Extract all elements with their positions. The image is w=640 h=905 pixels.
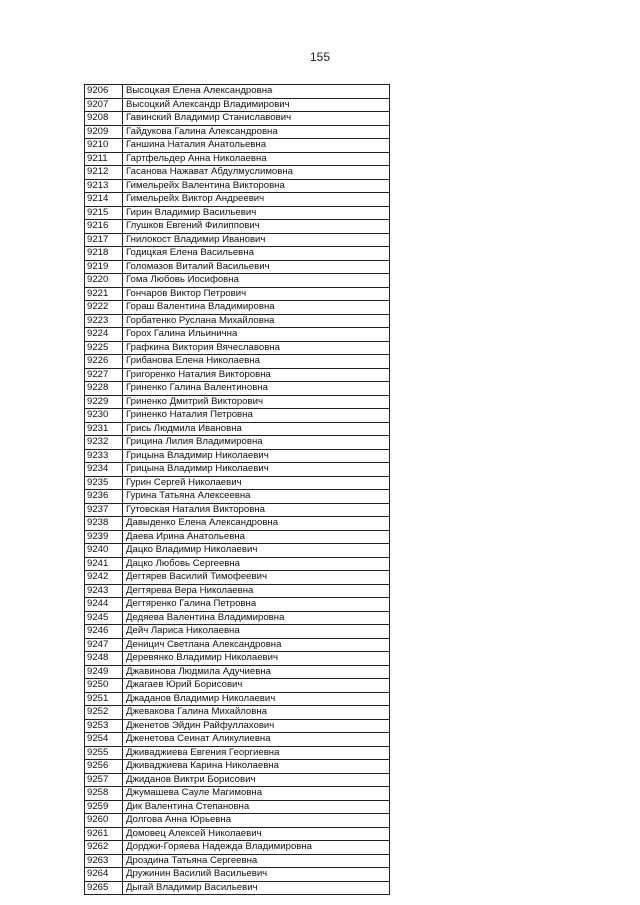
table-row <box>85 409 390 423</box>
record-number: 9208 <box>85 112 123 126</box>
record-number: 9259 <box>85 800 123 814</box>
record-number: 9221 <box>85 287 123 301</box>
table-row <box>85 301 390 315</box>
table-row <box>85 233 390 247</box>
record-name: Гавинский Владимир Станиславович <box>123 112 390 126</box>
record-name: Глушков Евгений Филиппович <box>123 220 390 234</box>
record-number: 9238 <box>85 517 123 531</box>
record-number: 9245 <box>85 611 123 625</box>
table-row <box>85 787 390 801</box>
table-row <box>85 220 390 234</box>
record-number: 9233 <box>85 449 123 463</box>
record-number: 9254 <box>85 733 123 747</box>
record-number: 9265 <box>85 881 123 895</box>
record-name: Дженетова Сеинат Аликулиевна <box>123 733 390 747</box>
record-number: 9262 <box>85 841 123 855</box>
table-row <box>85 112 390 126</box>
record-name: Гораш Валентина Владимировна <box>123 301 390 315</box>
record-name: Гайдукова Галина Александровна <box>123 125 390 139</box>
record-number: 9264 <box>85 868 123 882</box>
record-name: Дорджи-Горяева Надежда Владимировна <box>123 841 390 855</box>
record-number: 9249 <box>85 665 123 679</box>
table-row <box>85 760 390 774</box>
record-name: Дегтярев Василий Тимофеевич <box>123 571 390 585</box>
record-name: Дацко Любовь Сергеевна <box>123 557 390 571</box>
table-row <box>85 571 390 585</box>
table-row <box>85 584 390 598</box>
record-name: Гартфельдер Анна Николаевна <box>123 152 390 166</box>
table-row <box>85 638 390 652</box>
record-name: Домовец Алексей Николаевич <box>123 827 390 841</box>
table-row <box>85 395 390 409</box>
table-row <box>85 166 390 180</box>
record-name: Гриненко Галина Валентиновна <box>123 382 390 396</box>
record-number: 9251 <box>85 692 123 706</box>
record-name: Грибанова Елена Николаевна <box>123 355 390 369</box>
record-name: Деницич Светлана Александровна <box>123 638 390 652</box>
record-name: Высоцкий Александр Владимирович <box>123 98 390 112</box>
record-name: Гирин Владимир Васильевич <box>123 206 390 220</box>
table-row <box>85 611 390 625</box>
record-name: Гнилокост Владимир Иванович <box>123 233 390 247</box>
table-row <box>85 544 390 558</box>
record-number: 9213 <box>85 179 123 193</box>
record-number: 9224 <box>85 328 123 342</box>
table-row <box>85 665 390 679</box>
table-row <box>85 179 390 193</box>
table-row <box>85 463 390 477</box>
record-name: Грицына Владимир Николаевич <box>123 463 390 477</box>
table-row <box>85 652 390 666</box>
table-row <box>85 152 390 166</box>
record-name: Дегтяренко Галина Петровна <box>123 598 390 612</box>
record-name: Гимельрейх Валентина Викторовна <box>123 179 390 193</box>
record-name: Горох Галина Ильинична <box>123 328 390 342</box>
record-name: Дик Валентина Степановна <box>123 800 390 814</box>
record-number: 9222 <box>85 301 123 315</box>
table-row <box>85 868 390 882</box>
record-name: Гимельрейх Виктор Андреевич <box>123 193 390 207</box>
record-name: Грицина Лилия Владимировна <box>123 436 390 450</box>
record-number: 9227 <box>85 368 123 382</box>
record-number: 9260 <box>85 814 123 828</box>
table-row <box>85 733 390 747</box>
record-number: 9215 <box>85 206 123 220</box>
record-name: Джумашева Сауле Магимовна <box>123 787 390 801</box>
record-number: 9247 <box>85 638 123 652</box>
record-name: Дыгай Владимир Васильевич <box>123 881 390 895</box>
record-name: Дживаджиева Евгения Георгиевна <box>123 746 390 760</box>
record-number: 9207 <box>85 98 123 112</box>
record-name: Горбатенко Руслана Михайловна <box>123 314 390 328</box>
table-row <box>85 517 390 531</box>
table-row <box>85 247 390 261</box>
table-row <box>85 436 390 450</box>
record-name: Долгова Анна Юрьевна <box>123 814 390 828</box>
record-number: 9218 <box>85 247 123 261</box>
record-number: 9220 <box>85 274 123 288</box>
table-row <box>85 139 390 153</box>
table-row <box>85 854 390 868</box>
table-row <box>85 841 390 855</box>
record-number: 9263 <box>85 854 123 868</box>
record-number: 9261 <box>85 827 123 841</box>
record-number: 9252 <box>85 706 123 720</box>
table-row <box>85 530 390 544</box>
record-number: 9226 <box>85 355 123 369</box>
records-table <box>84 84 390 895</box>
record-number: 9225 <box>85 341 123 355</box>
record-number: 9211 <box>85 152 123 166</box>
table-row <box>85 314 390 328</box>
record-number: 9243 <box>85 584 123 598</box>
record-number: 9244 <box>85 598 123 612</box>
table-row <box>85 355 390 369</box>
record-number: 9250 <box>85 679 123 693</box>
record-number: 9235 <box>85 476 123 490</box>
record-name: Годицкая Елена Васильевна <box>123 247 390 261</box>
table-row <box>85 125 390 139</box>
table-row <box>85 341 390 355</box>
table-row <box>85 449 390 463</box>
record-number: 9257 <box>85 773 123 787</box>
table-row <box>85 814 390 828</box>
record-number: 9256 <box>85 760 123 774</box>
table-row <box>85 773 390 787</box>
record-name: Гома Любовь Иосифовна <box>123 274 390 288</box>
record-name: Джевакова Галина Михайловна <box>123 706 390 720</box>
record-name: Джиданов Виктри Борисович <box>123 773 390 787</box>
record-number: 9236 <box>85 490 123 504</box>
record-number: 9253 <box>85 719 123 733</box>
record-name: Ганшина Наталия Анатольевна <box>123 139 390 153</box>
record-name: Джагаев Юрий Борисович <box>123 679 390 693</box>
record-name: Гриненко Наталия Петровна <box>123 409 390 423</box>
table-row <box>85 679 390 693</box>
table-row <box>85 422 390 436</box>
table-row <box>85 368 390 382</box>
record-name: Дружинин Василий Васильевич <box>123 868 390 882</box>
record-number: 9231 <box>85 422 123 436</box>
table-row <box>85 706 390 720</box>
table-row <box>85 503 390 517</box>
record-name: Дживаджиева Карина Николаевна <box>123 760 390 774</box>
record-number: 9258 <box>85 787 123 801</box>
record-number: 9217 <box>85 233 123 247</box>
record-name: Гурин Сергей Николаевич <box>123 476 390 490</box>
record-number: 9209 <box>85 125 123 139</box>
table-row <box>85 287 390 301</box>
record-name: Гончаров Виктор Петрович <box>123 287 390 301</box>
record-number: 9239 <box>85 530 123 544</box>
table-row <box>85 692 390 706</box>
table-row <box>85 476 390 490</box>
table-row <box>85 719 390 733</box>
record-number: 9219 <box>85 260 123 274</box>
table-row <box>85 881 390 895</box>
table-row <box>85 328 390 342</box>
record-number: 9248 <box>85 652 123 666</box>
records-body <box>85 85 390 895</box>
record-number: 9246 <box>85 625 123 639</box>
table-row <box>85 85 390 99</box>
record-number: 9212 <box>85 166 123 180</box>
table-row <box>85 193 390 207</box>
record-number: 9234 <box>85 463 123 477</box>
record-name: Гутовская Наталия Викторовна <box>123 503 390 517</box>
record-name: Дейч Лариса Николаевна <box>123 625 390 639</box>
record-number: 9228 <box>85 382 123 396</box>
record-number: 9241 <box>85 557 123 571</box>
record-number: 9230 <box>85 409 123 423</box>
record-number: 9232 <box>85 436 123 450</box>
table-row <box>85 746 390 760</box>
record-name: Дацко Владимир Николаевич <box>123 544 390 558</box>
table-row <box>85 557 390 571</box>
record-name: Дегтярева Вера Николаевна <box>123 584 390 598</box>
table-row <box>85 490 390 504</box>
record-name: Дженетов Эйдин Райфуллахович <box>123 719 390 733</box>
record-name: Дроздина Татьяна Сергеевна <box>123 854 390 868</box>
record-number: 9240 <box>85 544 123 558</box>
table-row <box>85 625 390 639</box>
record-number: 9206 <box>85 85 123 99</box>
page-number: 155 <box>309 50 331 64</box>
table-row <box>85 98 390 112</box>
table-row <box>85 260 390 274</box>
record-number: 9255 <box>85 746 123 760</box>
record-number: 9210 <box>85 139 123 153</box>
table-row <box>85 206 390 220</box>
record-number: 9237 <box>85 503 123 517</box>
record-name: Давыденко Елена Александровна <box>123 517 390 531</box>
record-number: 9214 <box>85 193 123 207</box>
record-name: Голомазов Виталий Васильевич <box>123 260 390 274</box>
record-name: Деревянко Владимир Николаевич <box>123 652 390 666</box>
record-name: Джаданов Владимир Николаевич <box>123 692 390 706</box>
record-name: Грицына Владимир Николаевич <box>123 449 390 463</box>
record-number: 9216 <box>85 220 123 234</box>
table-row <box>85 800 390 814</box>
record-name: Грись Людмила Ивановна <box>123 422 390 436</box>
record-name: Гасанова Нажават Абдулмуслимовна <box>123 166 390 180</box>
record-name: Гриненко Дмитрий Викторович <box>123 395 390 409</box>
record-name: Гурина Татьяна Алексеевна <box>123 490 390 504</box>
table-row <box>85 382 390 396</box>
record-number: 9229 <box>85 395 123 409</box>
table-row <box>85 598 390 612</box>
record-name: Григоренко Наталия Викторовна <box>123 368 390 382</box>
record-name: Дедяева Валентина Владимировна <box>123 611 390 625</box>
record-name: Даева Ирина Анатольевна <box>123 530 390 544</box>
record-number: 9242 <box>85 571 123 585</box>
record-name: Высоцкая Елена Александровна <box>123 85 390 99</box>
record-name: Джавинова Людмила Адучиевна <box>123 665 390 679</box>
table-row <box>85 827 390 841</box>
record-name: Графкина Виктория Вячеславовна <box>123 341 390 355</box>
record-number: 9223 <box>85 314 123 328</box>
table-row <box>85 274 390 288</box>
